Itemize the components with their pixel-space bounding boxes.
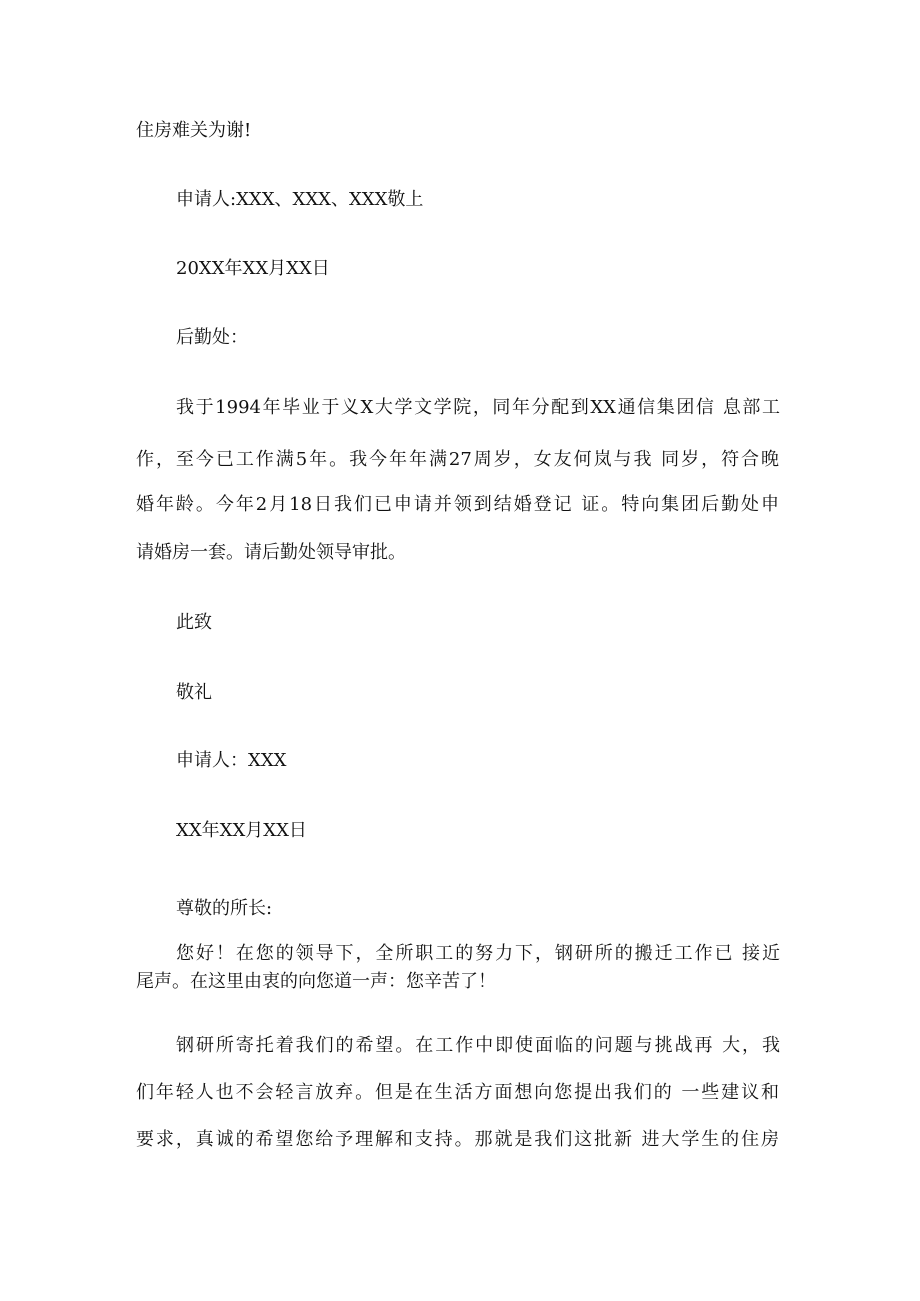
salutation-director: 尊敬的所长: xyxy=(176,898,273,919)
body-paragraph-line: 您好！在您的领导下，全所职工的努力下，钢研所的搬迁工作已 接近 xyxy=(176,943,780,964)
body-paragraph-line: 婚年龄。今年2月18日我们已申请并领到结婚登记 证。特向集团后勤处申 xyxy=(136,494,779,515)
date-line: XX年XX月XX日 xyxy=(176,820,307,841)
body-paragraph-line: 们年轻人也不会轻言放弃。但是在生活方面想向您提出我们的 一些建议和 xyxy=(136,1082,779,1103)
salutation-logistics: 后勤处： xyxy=(176,327,248,348)
signature-applicants: 申请人:XXX、XXX、XXX敬上 xyxy=(176,189,424,210)
closing-cizhi: 此致 xyxy=(176,612,212,633)
date-line: 20XX年XX月XX日 xyxy=(176,258,330,279)
body-paragraph-line: 钢研所寄托着我们的希望。在工作中即使面临的问题与挑战再 大，我 xyxy=(176,1035,780,1056)
closing-line-thanks: 住房难关为谢! xyxy=(136,120,252,141)
body-paragraph-line: 请婚房一套。请后勤处领导审批。 xyxy=(136,542,406,563)
closing-jingli: 敬礼 xyxy=(176,682,212,703)
body-paragraph-line: 作，至今已工作满5年。我今年年满27周岁，女友何岚与我 同岁，符合晚 xyxy=(136,449,779,470)
body-paragraph-line: 尾声。在这里由衷的向您道一声：您辛苦了！ xyxy=(136,971,496,992)
body-paragraph-line: 要求，真诚的希望您给予理解和支持。那就是我们这批新 进大学生的住房 xyxy=(136,1129,779,1150)
body-paragraph-line: 我于1994年毕业于义X大学文学院，同年分配到XX通信集团信 息部工 xyxy=(176,397,780,418)
signature-applicant: 申请人：XXX xyxy=(176,750,287,771)
